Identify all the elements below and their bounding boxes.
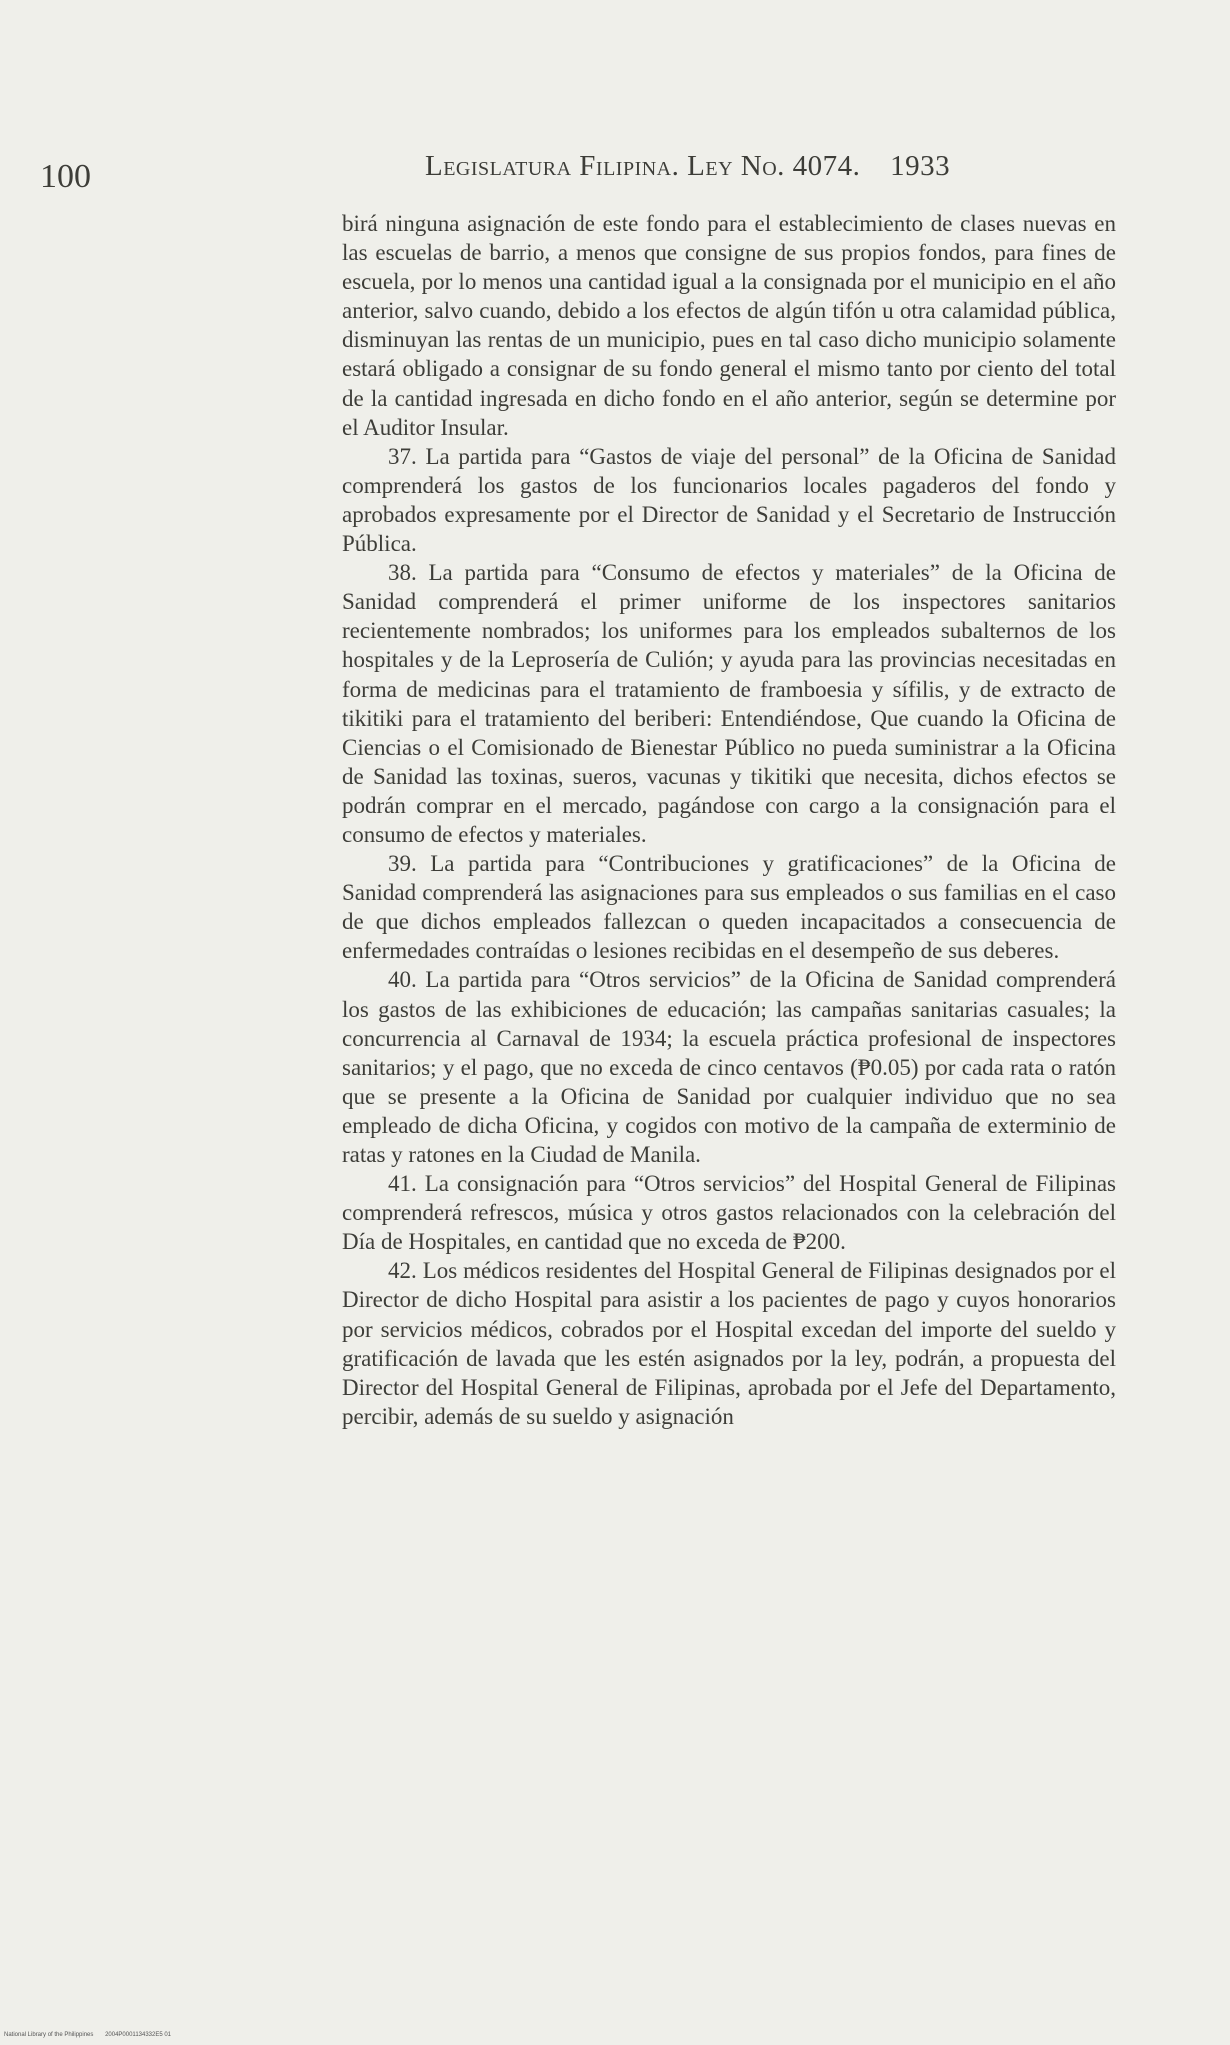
footer-scan-id: 2004P0001134332E5 01: [105, 2032, 172, 2038]
body-text: [342, 209, 1116, 1431]
section-39: 39. La partida para “Contribuciones y gratificaciones” de la Oficina de Sanidad comprenderá las asignaciones para sus empleados o sus familias en el caso de que dichos empleados fallezcan o queden incapacitados a consecuencia de enfermedades contraídas o lesiones recibidas en el desempeño de sus deberes.: [342, 851, 1116, 964]
page-number: 100: [40, 158, 91, 195]
section-37: 37. La partida para “Gastos de viaje del personal” de la Oficina de Sanidad comprenderá los gastos de los funcionarios locales pagaderos del fondo y aprobados expresamente por el Director de Sanidad y el Secretario de Instrucción Pública.: [342, 443, 1116, 557]
footer-library: National Library of the Philippines: [4, 2032, 94, 2038]
section-38: 38. La partida para “Consumo de efectos y materiales” de la Oficina de Sanidad comprenderá el primer uniforme de los inspectores sanitarios recientemente nombrados; los uniformes para los empleados subalternos de los hospitales y de la Leprosería de Culión; y ayuda para las provincias necesitadas en forma de medicinas para el tratamiento de framboesia y sífilis, y de extracto de tikitiki para el tratamiento del beriberi: Entendiéndose, Que cuando la Oficina de Ciencias o el Comisionado de Bienestar Público no pueda suministrar a la Oficina de Sanidad las toxinas, sueros, vacunas y tikitiki que necesita, dichos efectos se podrán comprar en el mercado, pagándose con cargo a la consignación para el consumo de efectos y materiales.: [342, 560, 1116, 847]
law-number: Ley No. 4074.: [687, 150, 861, 182]
year: 1933: [890, 150, 951, 182]
paragraph-continuation: birá ninguna asignación de este fondo para el establecimiento de clases nuevas en las escuelas de barrio, a menos que consigne de sus propios fondos, para fines de escuela, por lo menos una cantidad igual a la consignada por el municipio en el año anterior, salvo cuando, debido a los efectos de algún tifón u otra calamidad pública, disminuyan las rentas de un municipio, pues en tal caso dicho municipio solamente estará obligado a consignar de su fondo general el mismo tanto por ciento del total de la cantidad ingresada en dicho fondo en el año anterior, según se determine por el Auditor Insular.: [342, 211, 1116, 440]
running-title: Legislatura Filipina.: [425, 150, 680, 182]
section-40: 40. La partida para “Otros servicios” de la Oficina de Sanidad comprenderá los gastos de las exhibiciones de educación; las campañas sanitarias casuales; la concurrencia al Carnaval de 1934; la escuela práctica profesional de inspectores sanitarios; y el pago, que no exceda de cinco centavos (₱0.05) por cada rata o ratón que se presente a la Oficina de Sanidad por cualquier individuo que no sea empleado de dicha Oficina, y cogidos con motivo de la campaña de exterminio de ratas y ratones en la Ciudad de Manila.: [342, 967, 1116, 1167]
scan-footer: [4, 2032, 171, 2038]
running-header: [425, 150, 950, 183]
section-42: 42. Los médicos residentes del Hospital General de Filipinas designados por el Director de dicho Hospital para asistir a los pacientes de pago y cuyos honorarios por servicios médicos, cobrados por el Hospital excedan del importe del sueldo y gratificación de lavada que les estén asignados por la ley, podrán, a propuesta del Director del Hospital General de Filipinas, aprobada por el Jefe del Departamento, percibir, además de su sueldo y asignación: [342, 1258, 1116, 1429]
section-41: 41. La consignación para “Otros servicios” del Hospital General de Filipinas comprenderá refrescos, música y otros gastos relacionados con la celebración del Día de Hospitales, en cantidad que no exceda de ₱200.: [342, 1171, 1116, 1255]
